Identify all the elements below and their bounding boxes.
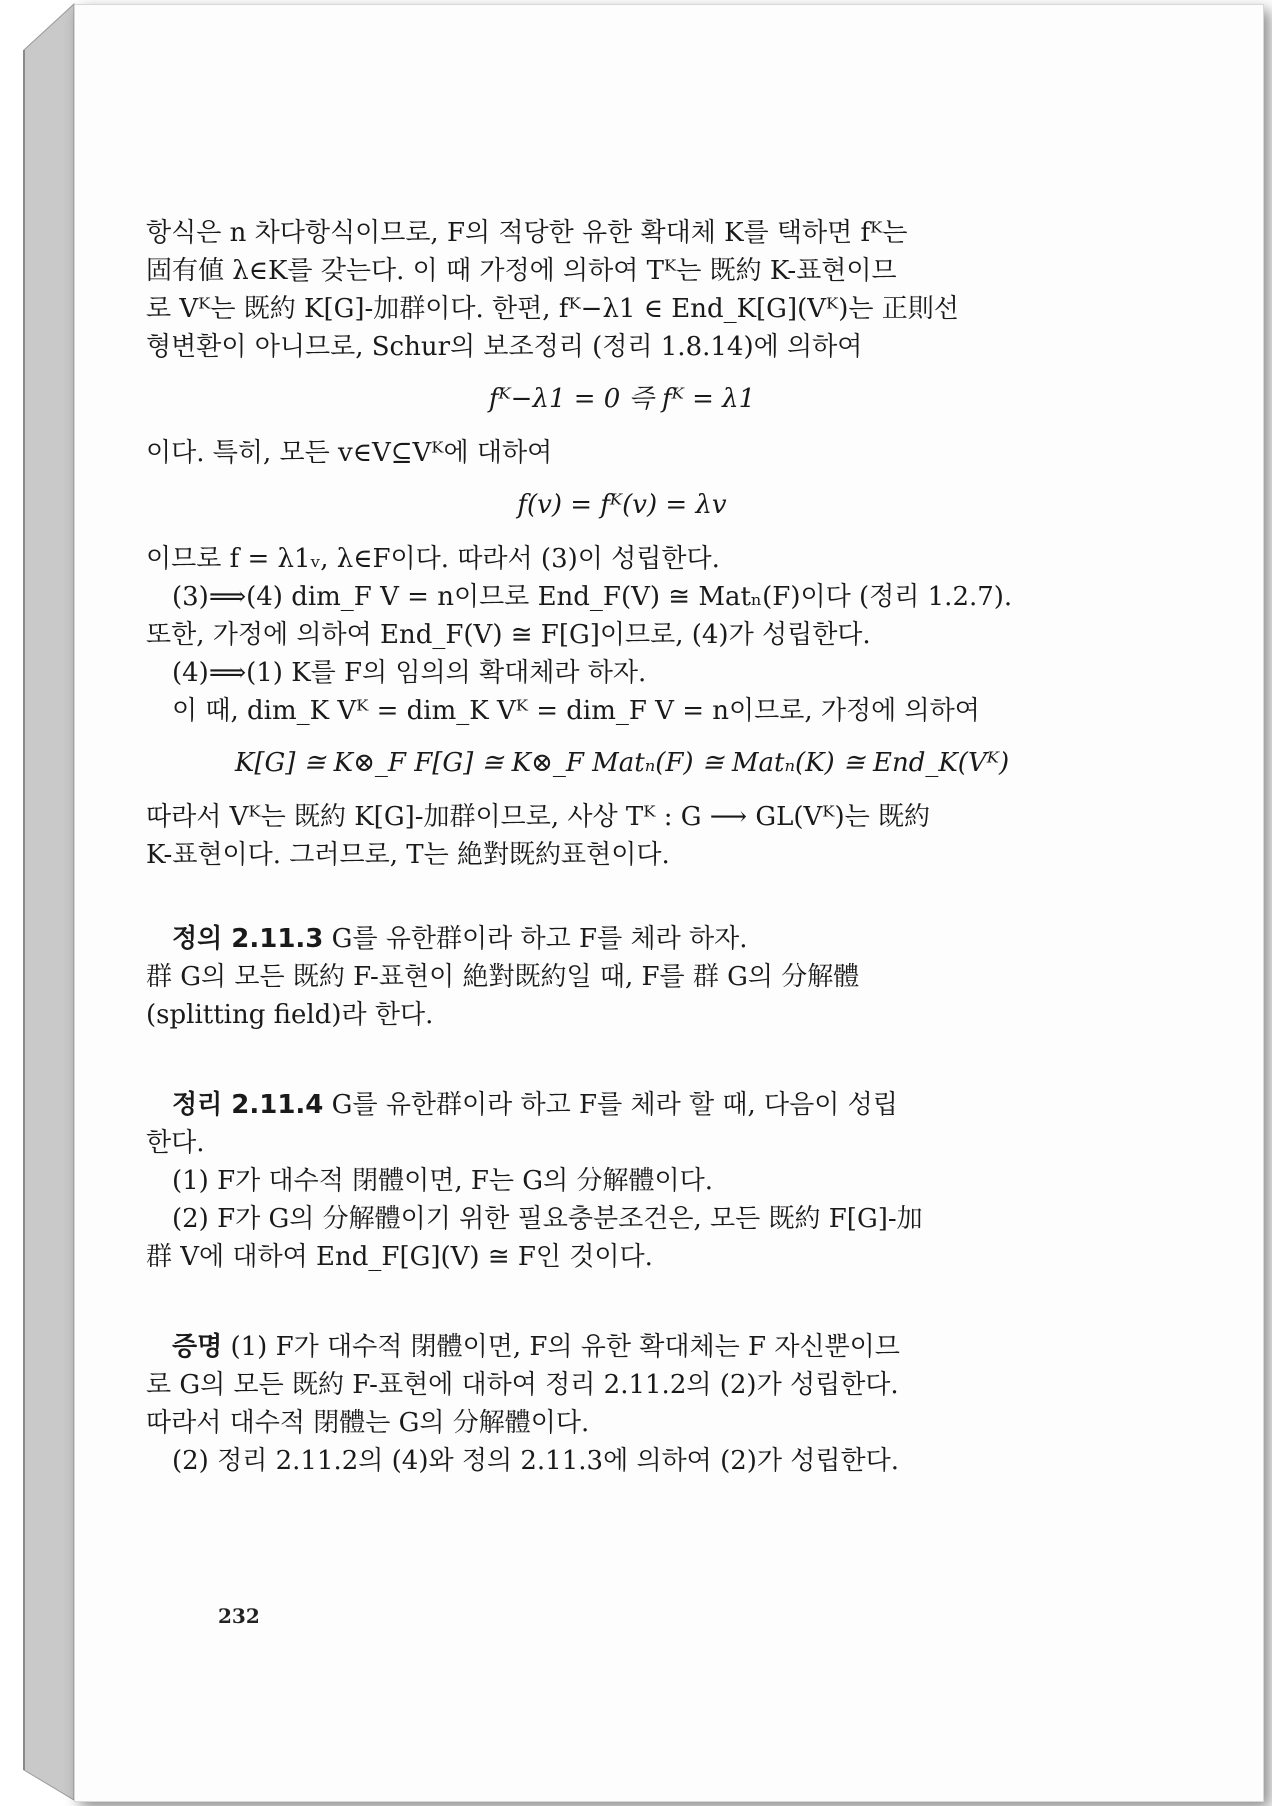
text-line: 이다. 특히, 모든 v∈V⊆Vᴷ에 대하여: [146, 438, 553, 468]
proof-text: (1) F가 대수적 閉體이면, F의 유한 확대체는 F 자신뿐이므: [222, 1332, 900, 1362]
text-line: 로 G의 모든 既約 F-표현에 대하여 정리 2.11.2의 (2)가 성립한다.: [146, 1370, 899, 1400]
text-line: 固有値 λ∈K를 갖는다. 이 때 가정에 의하여 Tᴷ는 既約 K-표현이므: [146, 256, 897, 286]
definition-line: [146, 920, 1098, 958]
text-line: 따라서 Vᴷ는 既約 K[G]-加群이므로, 사상 Tᴷ : G ⟶ GL(Vᴷ)는 既約: [146, 802, 931, 832]
equation: fᴷ−λ1 = 0 즉 fᴷ = λ1: [488, 384, 756, 414]
text-line: 이므로 f = λ1ᵥ, λ∈F이다. 따라서 (3)이 성립한다.: [146, 544, 720, 574]
text-line: (4)⟹(1) K를 F의 임의의 확대체라 하자.: [172, 658, 647, 688]
theorem-heading: 정리 2.11.4: [172, 1090, 324, 1120]
page-number: 232: [218, 1604, 260, 1628]
text-line: (splitting field)라 한다.: [146, 1000, 434, 1030]
text-line: 이 때, dim_K Vᴷ = dim_K Vᴷ = dim_F V = n이므로, 가정에 의하여: [172, 696, 980, 726]
theorem-line: [146, 1086, 1098, 1124]
equation: K[G] ≅ K⊗_F F[G] ≅ K⊗_F Matₙ(F) ≅ Matₙ(K) ≅ End_K(Vᴷ): [234, 748, 1010, 778]
proof-line: [146, 1328, 1098, 1366]
proof-heading: 증명: [172, 1332, 223, 1362]
text-line: (2) 정리 2.11.2의 (4)와 정의 2.11.3에 의하여 (2)가 성립한다.: [172, 1446, 900, 1476]
text-line: 한다.: [146, 1128, 205, 1158]
text-line: (1) F가 대수적 閉體이면, F는 G의 分解體이다.: [172, 1166, 713, 1196]
text-line: 또한, 가정에 의하여 End_F(V) ≅ F[G]이므로, (4)가 성립한다.: [146, 620, 871, 650]
text-line: 형변환이 아니므로, Schur의 보조정리 (정리 1.8.14)에 의하여: [146, 332, 863, 362]
text-line: 따라서 대수적 閉體는 G의 分解體이다.: [146, 1408, 590, 1438]
definition-block: [146, 920, 1098, 1034]
text-line: 항식은 n 차다항식이므로, F의 적당한 유한 확대체 K를 택하면 fᴷ는: [146, 218, 908, 248]
definition-heading: 정의 2.11.3: [172, 924, 324, 954]
page-text: [146, 214, 1098, 1480]
equation: f(v) = fᴷ(v) = λv: [517, 490, 727, 520]
text-line: 群 G의 모든 既約 F-표현이 絶對既約일 때, F를 群 G의 分解體: [146, 962, 860, 992]
text-line: 로 Vᴷ는 既約 K[G]-加群이다. 한편, fᴷ−λ1 ∈ End_K[G](Vᴷ)는 正則선: [146, 294, 959, 324]
text-line: (3)⟹(4) dim_F V = n이므로 End_F(V) ≅ Matₙ(F)이다 (정리 1.2.7).: [172, 582, 1013, 612]
definition-text: G를 유한群이라 하고 F를 체라 하자.: [323, 924, 748, 954]
proof-block: [146, 1328, 1098, 1480]
text-line: K-표현이다. 그러므로, T는 絶對既約표현이다.: [146, 840, 670, 870]
theorem-text: G를 유한群이라 하고 F를 체라 할 때, 다음이 성립: [323, 1090, 898, 1120]
theorem-block: [146, 1086, 1098, 1276]
text-line: 群 V에 대하여 End_F[G](V) ≅ F인 것이다.: [146, 1242, 653, 1272]
text-line: (2) F가 G의 分解體이기 위한 필요충분조건은, 모든 既約 F[G]-加: [172, 1204, 923, 1234]
